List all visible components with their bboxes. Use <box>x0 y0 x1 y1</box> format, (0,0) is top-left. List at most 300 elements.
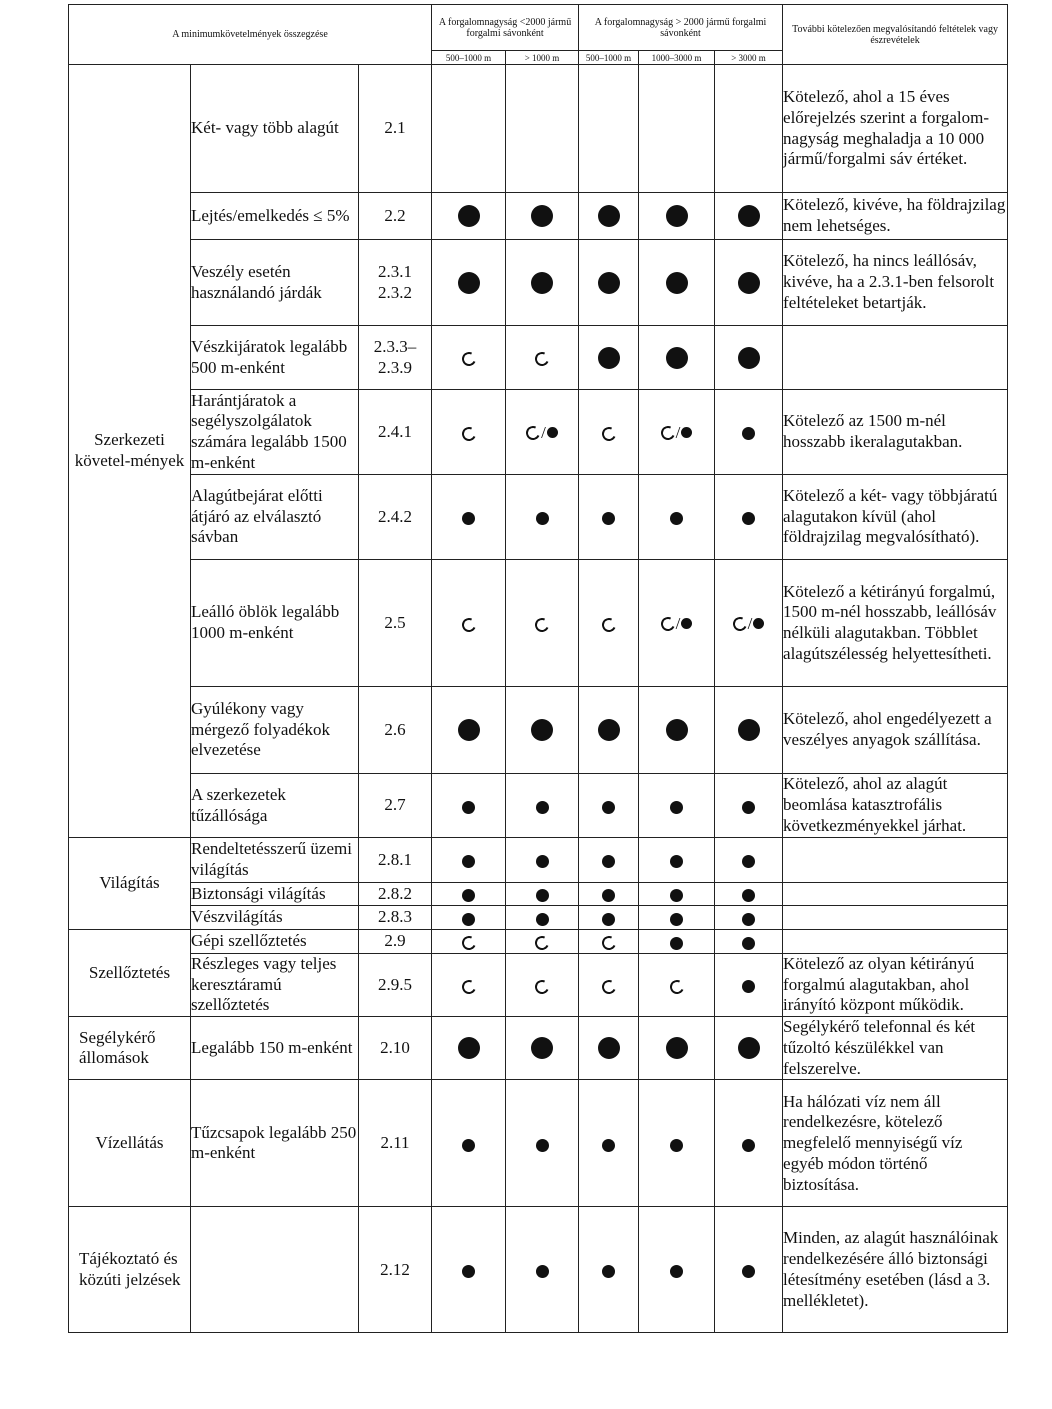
section-number: 2.3.1 2.3.2 <box>359 240 432 326</box>
small-dot-icon <box>681 618 692 629</box>
section-number: 2.5 <box>359 560 432 687</box>
mark-cell <box>506 326 579 390</box>
requirement-mark <box>458 271 480 290</box>
big-dot-icon <box>666 1037 688 1059</box>
mark-cell <box>579 65 639 193</box>
small-dot-icon <box>742 980 755 993</box>
small-dot-icon <box>670 855 683 868</box>
mark-cell <box>715 883 783 906</box>
requirement-mark <box>458 205 480 224</box>
requirement-row <box>69 1017 1008 1080</box>
big-dot-icon <box>666 205 688 227</box>
big-dot-icon <box>666 719 688 741</box>
mark-cell <box>639 774 715 838</box>
mark-cell <box>506 687 579 774</box>
small-dot-icon <box>536 1139 549 1152</box>
mark-cell <box>715 65 783 193</box>
mark-cell <box>506 838 579 883</box>
requirement-mark <box>742 1260 755 1279</box>
requirement-mark <box>536 885 549 904</box>
mark-cell <box>432 838 506 883</box>
ring-icon <box>600 934 618 952</box>
mark-cell <box>639 1207 715 1333</box>
mark-cell <box>579 838 639 883</box>
requirement-mark <box>742 851 755 870</box>
section-number: 2.6 <box>359 687 432 774</box>
mark-cell <box>506 1080 579 1207</box>
requirement-mark <box>536 1134 549 1153</box>
small-dot-icon <box>536 1265 549 1278</box>
requirement-mark <box>742 932 755 951</box>
mark-cell <box>432 883 506 906</box>
mark-cell <box>432 65 506 193</box>
small-dot-icon <box>602 512 615 525</box>
requirement-row <box>69 475 1008 560</box>
note-cell: Minden, az alagút használóinak rendelkezésére álló biztonsági létesítmény esetében (lásd a 3. mellékletet). <box>783 1207 1008 1333</box>
requirement-mark <box>742 1134 755 1153</box>
big-dot-icon <box>598 272 620 294</box>
slash-separator: / <box>675 423 681 443</box>
requirement-mark <box>598 346 620 365</box>
small-dot-icon <box>742 889 755 902</box>
requirement-row <box>69 930 1008 954</box>
section-number: 2.9.5 <box>359 954 432 1017</box>
requirements-table <box>68 4 1008 1333</box>
requirement-mark <box>462 908 475 927</box>
mark-cell <box>432 326 506 390</box>
requirement-row <box>69 390 1008 475</box>
ring-icon <box>600 978 618 996</box>
section-number: 2.4.2 <box>359 475 432 560</box>
note-cell <box>783 883 1008 906</box>
small-dot-icon <box>753 618 764 629</box>
requirement-mark <box>531 271 553 290</box>
mark-cell <box>579 774 639 838</box>
mark-cell <box>506 475 579 560</box>
note-cell: Kötelező a két- vagy többjáratú alagutakon kívül (ahol földrajzilag megvalósítható). <box>783 475 1008 560</box>
requirement-mark <box>462 1260 475 1279</box>
ring-icon <box>460 425 478 443</box>
section-number: 2.12 <box>359 1207 432 1333</box>
high-traffic-header: A forgalomnagyság > 2000 jármű forgalmi sávonként <box>579 5 783 51</box>
low-traffic-header: A forgalomnagyság <2000 jármű forgalmi sávonként <box>432 5 579 51</box>
section-number: 2.8.1 <box>359 838 432 883</box>
requirement-mark <box>602 422 616 441</box>
requirement-row <box>69 687 1008 774</box>
ring-icon <box>524 424 542 442</box>
mark-cell <box>715 193 783 240</box>
big-dot-icon <box>738 719 760 741</box>
small-dot-icon <box>547 427 558 438</box>
requirement-mark <box>462 851 475 870</box>
section-number: 2.3.3– 2.3.9 <box>359 326 432 390</box>
small-dot-icon <box>742 427 755 440</box>
requirement-name: Alagútbejárat előtti átjáró az elválasztó sávban <box>191 475 359 560</box>
section-number: 2.10 <box>359 1017 432 1080</box>
requirement-row <box>69 838 1008 883</box>
small-dot-icon <box>602 855 615 868</box>
requirement-mark <box>536 508 549 527</box>
ring-icon <box>668 978 686 996</box>
requirement-row <box>69 560 1008 687</box>
big-dot-icon <box>598 205 620 227</box>
requirement-mark <box>462 508 475 527</box>
requirement-mark <box>670 1260 683 1279</box>
requirement-name: Vészkijáratok legalább 500 m-enként <box>191 326 359 390</box>
requirement-mark <box>526 422 558 441</box>
requirement-mark <box>738 719 760 738</box>
requirement-mark <box>536 1260 549 1279</box>
requirement-mark <box>661 613 693 632</box>
requirement-mark <box>670 908 683 927</box>
ring-icon <box>731 615 749 633</box>
ring-icon <box>460 934 478 952</box>
requirement-mark <box>462 1134 475 1153</box>
mark-cell <box>506 1207 579 1333</box>
mark-cell <box>639 883 715 906</box>
requirement-name: Vészvilágítás <box>191 906 359 930</box>
slash-separator: / <box>747 614 753 634</box>
mark-cell <box>579 954 639 1017</box>
small-dot-icon <box>602 801 615 814</box>
requirement-mark <box>531 205 553 224</box>
mark-cell <box>639 475 715 560</box>
requirement-name: Gyúlékony vagy mérgező folyadékok elvezetése <box>191 687 359 774</box>
length-header: > 1000 m <box>506 51 579 65</box>
small-dot-icon <box>536 801 549 814</box>
mark-cell <box>639 1017 715 1080</box>
mark-cell <box>639 240 715 326</box>
requirement-mark <box>602 508 615 527</box>
requirement-mark <box>602 851 615 870</box>
category-cell: Szerkezeti követel-mények <box>69 65 191 838</box>
note-cell: Kötelező az 1500 m-nél hosszabb ikeralagutakban. <box>783 390 1008 475</box>
requirement-mark <box>535 613 549 632</box>
mark-cell <box>432 930 506 954</box>
requirement-mark <box>462 613 476 632</box>
note-cell: Kötelező, ahol a 15 éves előrejelzés szerint a forgalom-nagyság meghaladja a 10 000 jármű/forgalmi sáv értéket. <box>783 65 1008 193</box>
mark-cell <box>506 560 579 687</box>
requirement-name: Legalább 150 m-enként <box>191 1017 359 1080</box>
mark-cell <box>506 193 579 240</box>
requirement-name: Harántjáratok a segélyszolgálatok számára legalább 1500 m-enként <box>191 390 359 475</box>
requirement-mark <box>742 885 755 904</box>
small-dot-icon <box>462 913 475 926</box>
ring-icon <box>533 934 551 952</box>
small-dot-icon <box>536 512 549 525</box>
requirement-mark <box>462 885 475 904</box>
mark-cell <box>579 475 639 560</box>
big-dot-icon <box>531 272 553 294</box>
mark-cell <box>506 774 579 838</box>
small-dot-icon <box>681 427 692 438</box>
mark-cell <box>715 906 783 930</box>
small-dot-icon <box>462 1265 475 1278</box>
requirement-mark <box>535 348 549 367</box>
length-header: 500–1000 m <box>579 51 639 65</box>
requirements-body <box>69 5 1008 1333</box>
requirement-mark <box>661 422 693 441</box>
mark-cell <box>715 1207 783 1333</box>
mark-cell <box>506 883 579 906</box>
mark-cell <box>639 193 715 240</box>
mark-cell <box>639 390 715 475</box>
further-conditions-header: További kötelezően megvalósítandó feltételek vagy észrevételek <box>783 5 1008 65</box>
section-number: 2.8.3 <box>359 906 432 930</box>
note-cell: Ha hálózati víz nem áll rendelkezésre, kötelező megfelelő mennyiségű víz egyéb módon történő biztosítása. <box>783 1080 1008 1207</box>
length-header: 500–1000 m <box>432 51 506 65</box>
mark-cell <box>715 1080 783 1207</box>
mark-cell <box>432 390 506 475</box>
requirement-mark <box>602 976 616 995</box>
mark-cell <box>506 930 579 954</box>
mark-cell <box>639 930 715 954</box>
mark-cell <box>432 560 506 687</box>
requirement-mark <box>462 422 476 441</box>
mark-cell <box>639 687 715 774</box>
requirement-row <box>69 193 1008 240</box>
mark-cell <box>715 475 783 560</box>
requirement-row <box>69 906 1008 930</box>
requirement-mark <box>531 1037 553 1056</box>
requirement-mark <box>535 932 549 951</box>
requirement-mark <box>666 1037 688 1056</box>
ring-icon <box>460 616 478 634</box>
requirement-mark <box>666 271 688 290</box>
small-dot-icon <box>536 913 549 926</box>
note-cell <box>783 838 1008 883</box>
requirement-mark <box>462 976 476 995</box>
requirement-mark <box>462 932 476 951</box>
ring-icon <box>600 616 618 634</box>
small-dot-icon <box>742 1139 755 1152</box>
requirement-mark <box>602 908 615 927</box>
note-cell: Kötelező, ahol az alagút beomlása katasztrofális következményekkel járhat. <box>783 774 1008 838</box>
mark-cell <box>579 1207 639 1333</box>
requirement-mark <box>536 908 549 927</box>
mark-cell <box>715 560 783 687</box>
requirement-mark <box>670 885 683 904</box>
category-cell: Tájékoztató és közúti jelzések <box>69 1207 191 1333</box>
requirement-mark <box>602 932 616 951</box>
section-number: 2.7 <box>359 774 432 838</box>
requirement-mark <box>670 932 683 951</box>
big-dot-icon <box>598 719 620 741</box>
requirement-mark <box>738 1037 760 1056</box>
mark-cell <box>639 838 715 883</box>
mark-cell <box>639 1080 715 1207</box>
length-header: 1000–3000 m <box>639 51 715 65</box>
category-cell: Világítás <box>69 838 191 930</box>
note-cell: Kötelező, ha nincs leállósáv, kivéve, ha a 2.3.1-ben felsorolt feltételeket betartják. <box>783 240 1008 326</box>
small-dot-icon <box>670 889 683 902</box>
note-cell: Segélykérő telefonnal és két tűzoltó készülékkel van felszerelve. <box>783 1017 1008 1080</box>
requirement-mark <box>602 1134 615 1153</box>
small-dot-icon <box>670 1265 683 1278</box>
mark-cell <box>506 240 579 326</box>
small-dot-icon <box>462 512 475 525</box>
ring-icon <box>659 424 677 442</box>
mark-cell <box>715 1017 783 1080</box>
requirement-mark <box>742 796 755 815</box>
requirement-name: Tűzcsapok legalább 250 m-enként <box>191 1080 359 1207</box>
mark-cell <box>579 930 639 954</box>
small-dot-icon <box>742 913 755 926</box>
small-dot-icon <box>536 855 549 868</box>
requirement-row <box>69 1080 1008 1207</box>
mark-cell <box>579 906 639 930</box>
requirement-mark <box>462 348 476 367</box>
mark-cell <box>432 906 506 930</box>
section-number: 2.1 <box>359 65 432 193</box>
ring-icon <box>533 978 551 996</box>
mark-cell <box>579 240 639 326</box>
mark-cell <box>579 193 639 240</box>
requirement-mark <box>742 423 755 442</box>
mark-cell <box>639 560 715 687</box>
mark-cell <box>432 240 506 326</box>
requirement-mark <box>535 976 549 995</box>
note-cell <box>783 326 1008 390</box>
note-cell: Kötelező, ahol engedélyezett a veszélyes anyagok szállítása. <box>783 687 1008 774</box>
slash-separator: / <box>541 423 546 443</box>
section-number: 2.8.2 <box>359 883 432 906</box>
small-dot-icon <box>742 512 755 525</box>
big-dot-icon <box>458 719 480 741</box>
requirement-name: Veszély esetén használandó járdák <box>191 240 359 326</box>
big-dot-icon <box>738 347 760 369</box>
requirement-name: A szerkezetek tűzállósága <box>191 774 359 838</box>
small-dot-icon <box>536 889 549 902</box>
mark-cell <box>579 326 639 390</box>
requirement-mark <box>666 346 688 365</box>
mark-cell <box>579 560 639 687</box>
mark-cell <box>432 1207 506 1333</box>
requirement-mark <box>602 796 615 815</box>
requirement-mark <box>738 271 760 290</box>
requirement-mark <box>536 851 549 870</box>
small-dot-icon <box>670 1139 683 1152</box>
requirement-name: Leálló öblök legalább 1000 m-enként <box>191 560 359 687</box>
mark-cell <box>579 1017 639 1080</box>
mark-cell <box>715 687 783 774</box>
note-cell: Kötelező a kétirányú forgalmú, 1500 m-nél hosszabb, leállósáv nélküli alagutakban. Többlet alagútszélesség helyettesítheti. <box>783 560 1008 687</box>
requirement-mark <box>602 1260 615 1279</box>
small-dot-icon <box>742 855 755 868</box>
small-dot-icon <box>602 913 615 926</box>
mark-cell <box>639 326 715 390</box>
big-dot-icon <box>738 205 760 227</box>
requirement-mark <box>666 205 688 224</box>
mark-cell <box>432 475 506 560</box>
ring-icon <box>460 978 478 996</box>
small-dot-icon <box>602 1265 615 1278</box>
header-row <box>69 5 1008 51</box>
section-number: 2.11 <box>359 1080 432 1207</box>
requirement-name: Gépi szellőztetés <box>191 930 359 954</box>
big-dot-icon <box>598 1037 620 1059</box>
requirement-name: Két- vagy több alagút <box>191 65 359 193</box>
mark-cell <box>506 954 579 1017</box>
big-dot-icon <box>531 1037 553 1059</box>
requirement-row <box>69 883 1008 906</box>
mark-cell <box>579 687 639 774</box>
big-dot-icon <box>598 347 620 369</box>
category-cell: Szellőztetés <box>69 930 191 1017</box>
mark-cell <box>639 906 715 930</box>
small-dot-icon <box>462 801 475 814</box>
requirement-mark <box>598 271 620 290</box>
requirement-name: Biztonsági világítás <box>191 883 359 906</box>
small-dot-icon <box>670 512 683 525</box>
big-dot-icon <box>531 719 553 741</box>
mark-cell <box>715 930 783 954</box>
requirement-mark <box>598 719 620 738</box>
mark-cell <box>715 838 783 883</box>
mark-cell <box>432 1017 506 1080</box>
mark-cell <box>715 954 783 1017</box>
small-dot-icon <box>462 855 475 868</box>
small-dot-icon <box>670 913 683 926</box>
big-dot-icon <box>531 205 553 227</box>
summary-header: A minimumkövetelmények összegzése <box>69 5 432 65</box>
requirement-row <box>69 954 1008 1017</box>
mark-cell <box>715 390 783 475</box>
requirement-mark <box>666 719 688 738</box>
small-dot-icon <box>742 1265 755 1278</box>
requirement-mark <box>602 885 615 904</box>
ring-icon <box>600 425 618 443</box>
mark-cell <box>432 687 506 774</box>
category-cell: Vízellátás <box>69 1080 191 1207</box>
small-dot-icon <box>602 1139 615 1152</box>
requirement-mark <box>458 719 480 738</box>
small-dot-icon <box>742 801 755 814</box>
big-dot-icon <box>738 272 760 294</box>
requirement-mark <box>738 346 760 365</box>
mark-cell <box>506 65 579 193</box>
mark-cell <box>715 240 783 326</box>
requirement-mark <box>742 908 755 927</box>
mark-cell <box>639 954 715 1017</box>
section-number: 2.2 <box>359 193 432 240</box>
requirement-row <box>69 326 1008 390</box>
requirement-mark <box>598 205 620 224</box>
big-dot-icon <box>458 205 480 227</box>
requirement-row <box>69 65 1008 193</box>
mark-cell <box>715 774 783 838</box>
requirement-row <box>69 774 1008 838</box>
mark-cell <box>506 390 579 475</box>
ring-icon <box>533 350 551 368</box>
section-number: 2.4.1 <box>359 390 432 475</box>
requirement-name: Rendeltetésszerű üzemi világítás <box>191 838 359 883</box>
ring-icon <box>659 615 677 633</box>
small-dot-icon <box>670 801 683 814</box>
ring-icon <box>460 350 478 368</box>
mark-cell <box>579 1080 639 1207</box>
small-dot-icon <box>742 937 755 950</box>
requirement-mark <box>742 976 755 995</box>
mark-cell <box>506 906 579 930</box>
ring-icon <box>533 616 551 634</box>
mark-cell <box>639 65 715 193</box>
mark-cell <box>715 326 783 390</box>
small-dot-icon <box>670 937 683 950</box>
note-cell <box>783 930 1008 954</box>
requirement-mark <box>670 796 683 815</box>
requirement-mark <box>742 508 755 527</box>
